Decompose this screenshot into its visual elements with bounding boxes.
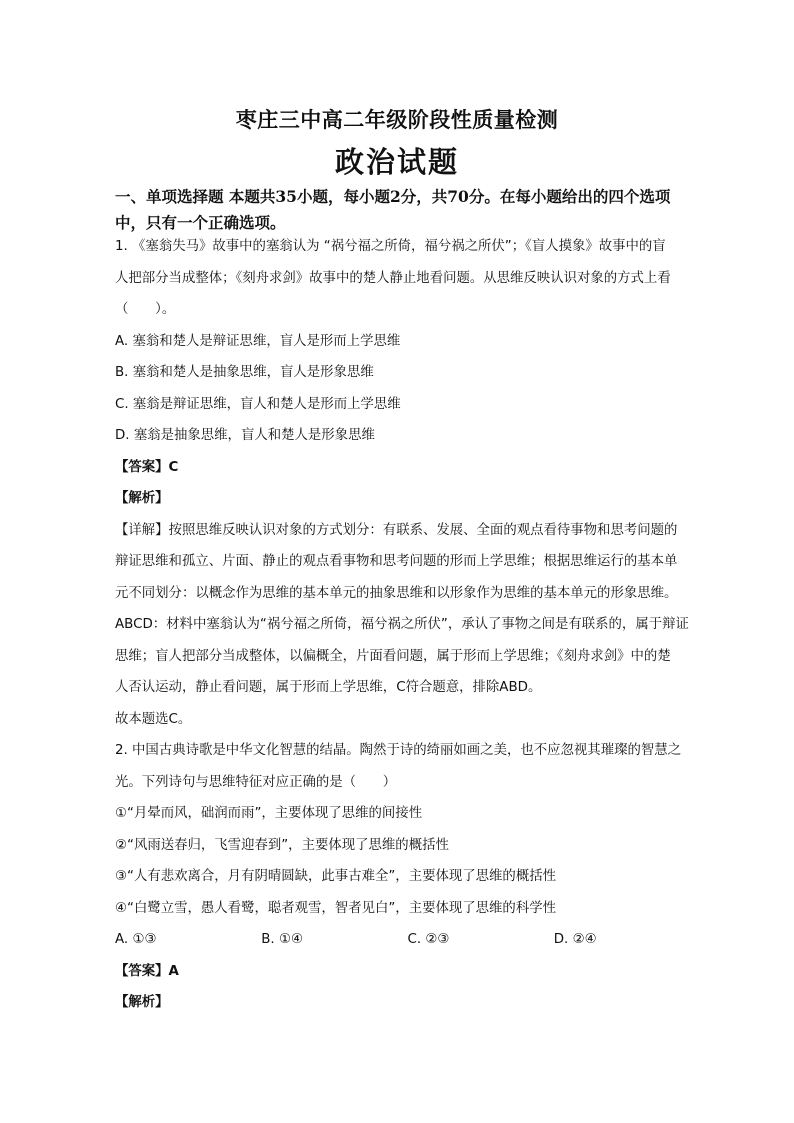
- detail-line: 元不同划分：以概念作为思维的基本单元的抽象思维和以形象作为思维的基本单元的形象思维。: [115, 585, 678, 601]
- statement-4: ④“白鹭立雪，愚人看鹭，聪者观雪，智者见白”，主要体现了思维的科学性: [115, 900, 556, 916]
- detail-line: 【详解】按照思维反映认识对象的方式划分：有联系、发展、全面的观点看待事物和思考问题的: [115, 522, 678, 538]
- statement-2: ②“风雨送春归，飞雪迎春到”，主要体现了思维的概括性: [115, 837, 449, 853]
- statement-1: ①“月晕而风，础润而雨”，主要体现了思维的间接性: [115, 806, 423, 821]
- statement-3: ③“人有悲欢离合，月有阴晴圆缺，此事古难全”，主要体现了思维的概括性: [115, 869, 556, 884]
- option-c: C. ②③: [407, 932, 450, 947]
- detail-line: ABCD：材料中塞翁认为“祸兮福之所倚，福兮祸之所伏”，承认了事物之间是有联系的，属于辩证: [115, 617, 689, 632]
- option-a: A. ①③: [115, 932, 157, 947]
- question-1: [115, 231, 700, 1019]
- option-d: D. 塞翁是抽象思维，盲人和楚人是形象思维: [115, 428, 375, 443]
- section-heading: 一、单项选择题 本题共35小题，每小题2分，共70分。在每小题给出的四个选项中，只有一个正确选项。: [115, 187, 671, 232]
- school-title: 枣庄三中高二年级阶段性质量检测: [235, 107, 559, 132]
- question-2-line: 2. 中国古典诗歌是中华文化智慧的结晶。陶然于诗的绮丽如画之美，也不应忽视其璀璨的智慧之: [115, 743, 682, 758]
- option-b: B. ①④: [261, 932, 303, 947]
- detail-line: 辩证思维和孤立、片面、静止的观点看事物和思考问题的形而上学思维；根据思维运行的基本单: [115, 554, 678, 569]
- answer: 【答案】C: [115, 459, 179, 475]
- question-2-options: [115, 924, 700, 956]
- question-1-line: 1. 《塞翁失马》故事中的塞翁认为 “祸兮福之所倚，福兮祸之所伏”；《盲人摸象》故事中的盲: [115, 239, 666, 254]
- question-1-line: （ ）。: [115, 302, 176, 317]
- analysis-label: 【解析】: [115, 491, 169, 506]
- detail-line: 思维；盲人把部分当成整体，以偏概全，片面看问题，属于形而上学思维；《刻舟求剑》中的楚: [115, 648, 671, 664]
- question-2-line: 光。下列诗句与思维特征对应正确的是（ ）: [115, 774, 397, 790]
- option-a: A. 塞翁和楚人是辩证思维，盲人是形而上学思维: [115, 333, 401, 349]
- option-d: D. ②④: [553, 932, 597, 947]
- detail-line: 人否认运动，静止看问题，属于形而上学思维，C符合题意，排除ABD。: [115, 680, 542, 695]
- analysis-label: 【解析】: [115, 995, 169, 1010]
- question-1-line: 人把部分当成整体；《刻舟求剑》故事中的楚人静止地看问题。从思维反映认识对象的方式上看: [115, 270, 671, 286]
- option-c: C. 塞翁是辩证思维，盲人和楚人是形而上学思维: [115, 396, 401, 412]
- option-b: B. 塞翁和楚人是抽象思维，盲人是形象思维: [115, 365, 374, 380]
- detail-line: 故本题选C。: [115, 711, 192, 727]
- answer: 【答案】A: [115, 963, 179, 979]
- subject-title: 政治试题: [334, 145, 459, 179]
